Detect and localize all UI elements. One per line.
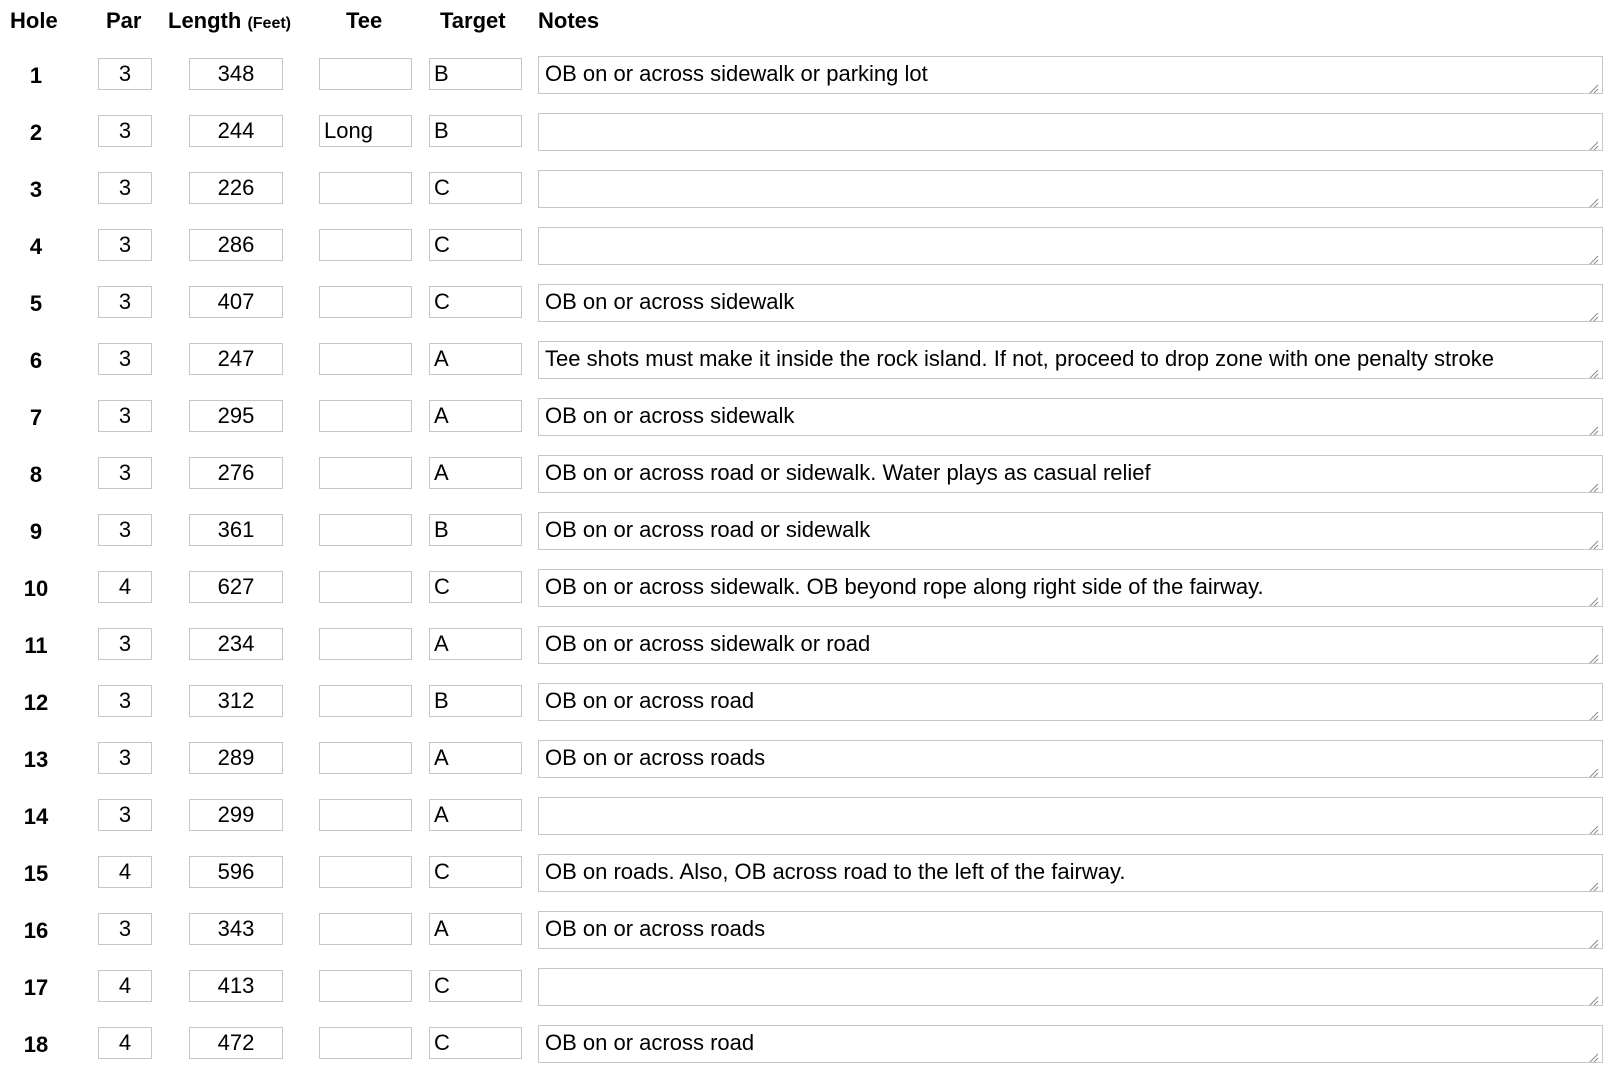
- hole-number: 5: [29, 291, 43, 316]
- hole-number: 9: [29, 519, 43, 544]
- par-input[interactable]: 3: [98, 172, 152, 204]
- hole-row: [0, 284, 1620, 341]
- hole-number: 4: [29, 234, 43, 259]
- length-input[interactable]: 299: [189, 799, 283, 831]
- target-input[interactable]: C: [429, 172, 522, 204]
- hole-number: 1: [29, 63, 43, 88]
- target-input[interactable]: C: [429, 970, 522, 1002]
- notes-text: OB on or across sidewalk: [545, 289, 795, 314]
- par-input[interactable]: 3: [98, 229, 152, 261]
- hole-row: [0, 398, 1620, 455]
- header-notes: Notes: [538, 8, 600, 33]
- resize-handle-icon[interactable]: [1583, 587, 1599, 603]
- hole-rows: [0, 56, 1620, 1082]
- notes-textarea[interactable]: [538, 455, 1603, 493]
- resize-handle-icon[interactable]: [1583, 929, 1599, 945]
- length-input[interactable]: 286: [189, 229, 283, 261]
- hole-row: [0, 341, 1620, 398]
- notes-textarea[interactable]: [538, 56, 1603, 94]
- notes-textarea[interactable]: [538, 968, 1603, 1006]
- par-input[interactable]: 3: [98, 457, 152, 489]
- hole-number: 10: [23, 576, 49, 601]
- hole-number: 6: [29, 348, 43, 373]
- target-input[interactable]: A: [429, 742, 522, 774]
- length-input[interactable]: 407: [189, 286, 283, 318]
- table-header: [0, 0, 1620, 44]
- length-input[interactable]: 627: [189, 571, 283, 603]
- notes-text: OB on roads. Also, OB across road to the left of the fairway.: [545, 859, 1126, 884]
- hole-row: [0, 1025, 1620, 1082]
- tee-input[interactable]: [319, 628, 412, 660]
- notes-text: OB on or across road: [545, 1030, 755, 1055]
- resize-handle-icon[interactable]: [1583, 245, 1599, 261]
- par-input[interactable]: 3: [98, 628, 152, 660]
- header-hole: Hole: [10, 8, 58, 33]
- notes-textarea[interactable]: [538, 512, 1603, 550]
- hole-row: [0, 911, 1620, 968]
- hole-row: [0, 797, 1620, 854]
- hole-row: [0, 626, 1620, 683]
- par-input[interactable]: 3: [98, 115, 152, 147]
- tee-input[interactable]: [319, 742, 412, 774]
- length-input[interactable]: 312: [189, 685, 283, 717]
- length-input[interactable]: 276: [189, 457, 283, 489]
- resize-handle-icon[interactable]: [1583, 1043, 1599, 1059]
- hole-row: [0, 170, 1620, 227]
- hole-number: 16: [23, 918, 49, 943]
- par-input[interactable]: 4: [98, 571, 152, 603]
- hole-row: [0, 455, 1620, 512]
- length-input[interactable]: 413: [189, 970, 283, 1002]
- target-input[interactable]: B: [429, 58, 522, 90]
- hole-number: 11: [24, 633, 48, 658]
- length-input[interactable]: 295: [189, 400, 283, 432]
- par-input[interactable]: 3: [98, 799, 152, 831]
- hole-number: 14: [23, 804, 49, 829]
- tee-input[interactable]: [319, 286, 412, 318]
- tee-input[interactable]: [319, 58, 412, 90]
- hole-number: 15: [23, 861, 49, 886]
- hole-number: 8: [29, 462, 43, 487]
- target-input[interactable]: A: [429, 799, 522, 831]
- tee-input[interactable]: [319, 970, 412, 1002]
- length-input[interactable]: 361: [189, 514, 283, 546]
- notes-text: OB on or across road or sidewalk. Water plays as casual relief: [545, 460, 1151, 485]
- length-input[interactable]: 289: [189, 742, 283, 774]
- hole-row: [0, 512, 1620, 569]
- header-length-unit: (Feet): [247, 15, 292, 32]
- resize-handle-icon[interactable]: [1583, 815, 1599, 831]
- target-input[interactable]: A: [429, 457, 522, 489]
- resize-handle-icon[interactable]: [1583, 74, 1599, 90]
- resize-handle-icon[interactable]: [1583, 872, 1599, 888]
- hole-number: 7: [29, 405, 43, 430]
- length-input[interactable]: 234: [189, 628, 283, 660]
- hole-row: [0, 227, 1620, 284]
- tee-input[interactable]: [319, 514, 412, 546]
- resize-handle-icon[interactable]: [1583, 758, 1599, 774]
- par-input[interactable]: 3: [98, 742, 152, 774]
- resize-handle-icon[interactable]: [1583, 416, 1599, 432]
- notes-textarea[interactable]: [538, 227, 1603, 265]
- notes-text: OB on or across sidewalk. OB beyond rope along right side of the fairway.: [545, 574, 1264, 599]
- hole-number: 13: [23, 747, 49, 772]
- tee-input[interactable]: [319, 400, 412, 432]
- tee-input[interactable]: [319, 1027, 412, 1059]
- resize-handle-icon[interactable]: [1583, 530, 1599, 546]
- notes-textarea[interactable]: [538, 284, 1603, 322]
- tee-input[interactable]: [319, 229, 412, 261]
- notes-textarea[interactable]: [538, 398, 1603, 436]
- target-input[interactable]: A: [429, 343, 522, 375]
- par-input[interactable]: 3: [98, 913, 152, 945]
- hole-row: [0, 740, 1620, 797]
- notes-text: OB on or across sidewalk or road: [545, 631, 871, 656]
- resize-handle-icon[interactable]: [1583, 359, 1599, 375]
- notes-textarea[interactable]: [538, 740, 1603, 778]
- notes-textarea[interactable]: [538, 170, 1603, 208]
- header-par: Par: [106, 8, 142, 33]
- notes-text: OB on or across sidewalk or parking lot: [545, 61, 928, 86]
- par-input[interactable]: 4: [98, 856, 152, 888]
- par-input[interactable]: 4: [98, 1027, 152, 1059]
- tee-input[interactable]: [319, 856, 412, 888]
- tee-input[interactable]: [319, 172, 412, 204]
- target-input[interactable]: A: [429, 628, 522, 660]
- hole-row: [0, 113, 1620, 170]
- length-input[interactable]: 226: [189, 172, 283, 204]
- length-input[interactable]: 348: [189, 58, 283, 90]
- resize-handle-icon[interactable]: [1583, 644, 1599, 660]
- hole-row: [0, 968, 1620, 1025]
- length-input[interactable]: 472: [189, 1027, 283, 1059]
- hole-row: [0, 854, 1620, 911]
- notes-text: OB on or across road: [545, 688, 755, 713]
- par-input[interactable]: 3: [98, 286, 152, 318]
- target-input[interactable]: C: [429, 571, 522, 603]
- hole-number: 2: [29, 120, 43, 145]
- hole-number: 17: [23, 975, 49, 1000]
- notes-textarea[interactable]: [538, 569, 1603, 607]
- par-input[interactable]: 3: [98, 343, 152, 375]
- notes-text: OB on or across roads: [545, 745, 766, 770]
- resize-handle-icon[interactable]: [1583, 131, 1599, 147]
- hole-row: [0, 683, 1620, 740]
- target-input[interactable]: C: [429, 1027, 522, 1059]
- notes-text: OB on or across roads: [545, 916, 766, 941]
- par-input[interactable]: 4: [98, 970, 152, 1002]
- resize-handle-icon[interactable]: [1583, 986, 1599, 1002]
- tee-input[interactable]: [319, 571, 412, 603]
- length-input[interactable]: 247: [189, 343, 283, 375]
- par-input[interactable]: 3: [98, 514, 152, 546]
- tee-input[interactable]: [319, 799, 412, 831]
- notes-text: Tee shots must make it inside the rock island. If not, proceed to drop zone with one penalty stroke: [545, 346, 1494, 371]
- resize-handle-icon[interactable]: [1583, 701, 1599, 717]
- notes-textarea[interactable]: [538, 113, 1603, 151]
- target-input[interactable]: B: [429, 514, 522, 546]
- hole-number: 3: [29, 177, 43, 202]
- header-target: Target: [440, 8, 506, 33]
- notes-textarea[interactable]: [538, 626, 1603, 664]
- tee-input[interactable]: [319, 343, 412, 375]
- tee-input[interactable]: Long: [319, 115, 412, 147]
- notes-text: OB on or across road or sidewalk: [545, 517, 871, 542]
- target-input[interactable]: C: [429, 286, 522, 318]
- length-input[interactable]: 343: [189, 913, 283, 945]
- notes-textarea[interactable]: [538, 683, 1603, 721]
- notes-textarea[interactable]: [538, 1025, 1603, 1063]
- hole-row: [0, 56, 1620, 113]
- notes-textarea[interactable]: [538, 911, 1603, 949]
- notes-textarea[interactable]: [538, 797, 1603, 835]
- target-input[interactable]: A: [429, 400, 522, 432]
- target-input[interactable]: B: [429, 115, 522, 147]
- par-input[interactable]: 3: [98, 685, 152, 717]
- target-input[interactable]: C: [429, 856, 522, 888]
- target-input[interactable]: B: [429, 685, 522, 717]
- target-input[interactable]: A: [429, 913, 522, 945]
- resize-handle-icon[interactable]: [1583, 302, 1599, 318]
- notes-text: OB on or across sidewalk: [545, 403, 795, 428]
- hole-number: 18: [23, 1032, 49, 1057]
- notes-textarea[interactable]: [538, 854, 1603, 892]
- par-input[interactable]: 3: [98, 400, 152, 432]
- tee-input[interactable]: [319, 457, 412, 489]
- hole-number: 12: [23, 690, 49, 715]
- header-tee: Tee: [346, 8, 383, 33]
- notes-textarea[interactable]: [538, 341, 1603, 379]
- header-length-label: Length: [168, 8, 242, 33]
- tee-input[interactable]: [319, 913, 412, 945]
- hole-row: [0, 569, 1620, 626]
- par-input[interactable]: 3: [98, 58, 152, 90]
- length-input[interactable]: 596: [189, 856, 283, 888]
- resize-handle-icon[interactable]: [1583, 473, 1599, 489]
- target-input[interactable]: C: [429, 229, 522, 261]
- header-length: [168, 6, 291, 39]
- length-input[interactable]: 244: [189, 115, 283, 147]
- resize-handle-icon[interactable]: [1583, 188, 1599, 204]
- tee-input[interactable]: [319, 685, 412, 717]
